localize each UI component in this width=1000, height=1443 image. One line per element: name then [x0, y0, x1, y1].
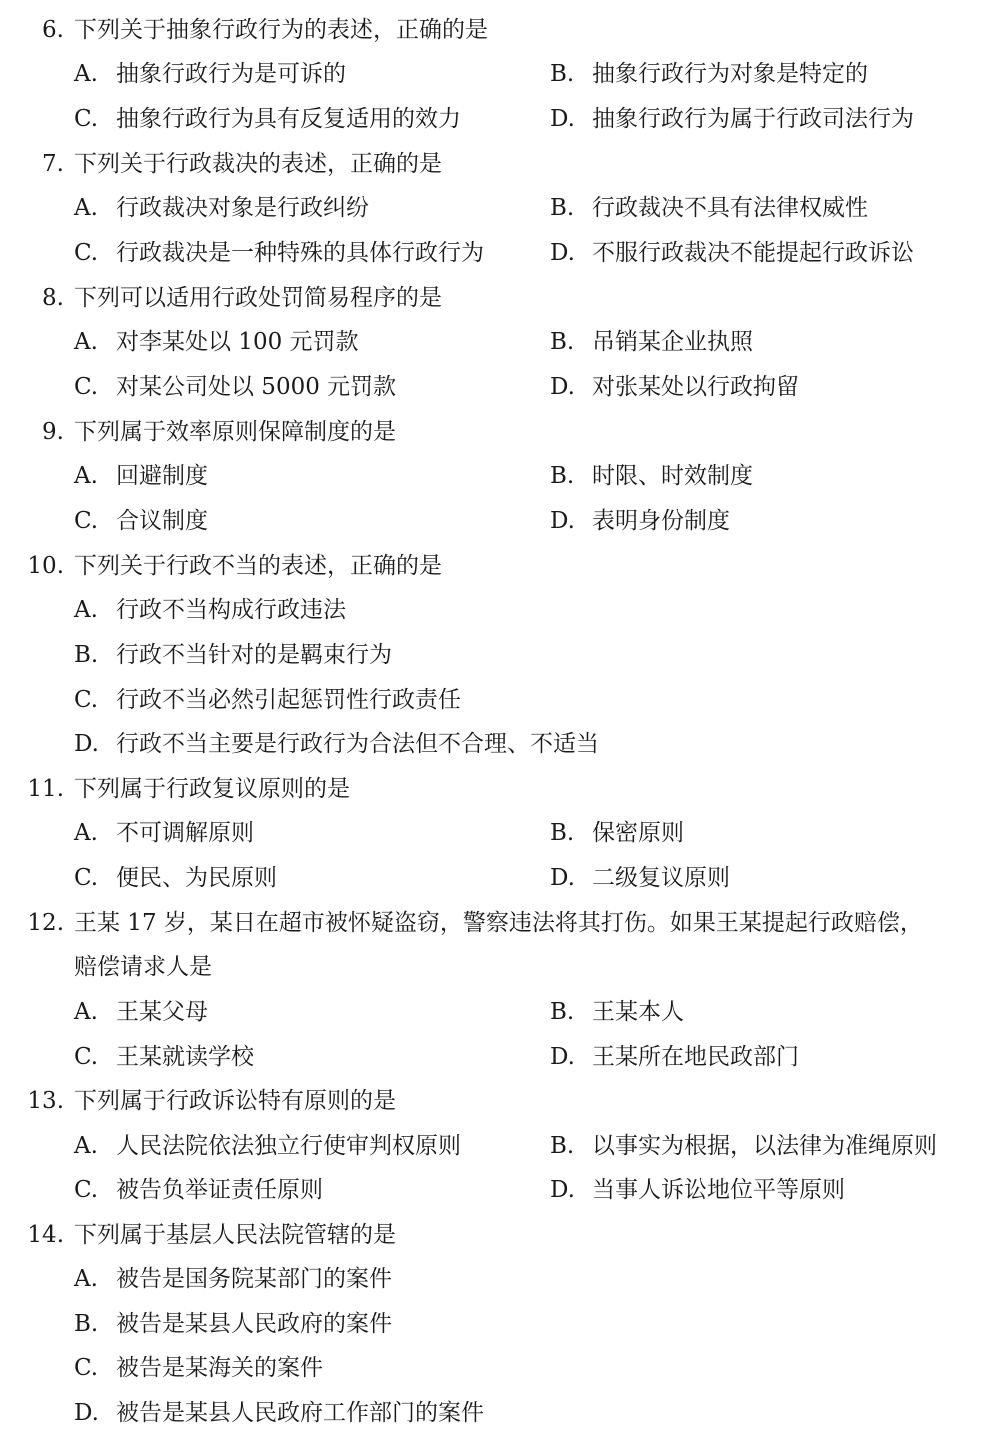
- option-text: 行政不当针对的是羁束行为: [116, 642, 392, 668]
- question-number: 6.: [42, 17, 64, 43]
- option-text: 行政不当主要是行政行为合法但不合理、不适当: [116, 731, 599, 757]
- option-b: [550, 992, 684, 1032]
- option-text: 被告负举证责任原则: [116, 1177, 323, 1203]
- option-letter: C.: [74, 240, 99, 266]
- option-text: 被告是国务院某部门的案件: [116, 1266, 392, 1292]
- option-letter: C.: [74, 865, 99, 891]
- option-a: [74, 813, 254, 853]
- option-d: [74, 1393, 484, 1433]
- option-letter: B.: [550, 329, 575, 355]
- question-number: 12.: [27, 910, 64, 936]
- option-letter: D.: [550, 508, 575, 534]
- option-letter: B.: [550, 999, 575, 1025]
- option-text: 不可调解原则: [116, 820, 254, 846]
- option-letter: B.: [550, 820, 575, 846]
- question-text: 下列属于效率原则保障制度的是: [74, 419, 396, 445]
- option-text: 合议制度: [116, 508, 208, 534]
- option-text: 王某所在地民政部门: [592, 1044, 799, 1070]
- option-letter: C.: [74, 1355, 99, 1381]
- option-letter: C.: [74, 1044, 99, 1070]
- question-text: 下列关于行政裁决的表述，正确的是: [74, 151, 442, 177]
- option-text: 王某父母: [116, 999, 208, 1025]
- option-letter: B.: [550, 195, 575, 221]
- option-b: [550, 188, 868, 228]
- option-text: 人民法院依法独立行使审判权原则: [116, 1133, 461, 1159]
- option-letter: D.: [550, 865, 575, 891]
- question-stem-continued: [74, 947, 212, 987]
- question-number: 7.: [42, 151, 64, 177]
- option-letter: A.: [74, 61, 98, 87]
- option-text: 行政不当必然引起惩罚性行政责任: [116, 687, 461, 713]
- question-text: 下列属于行政诉讼特有原则的是: [74, 1088, 396, 1114]
- option-text: 抽象行政行为是可诉的: [116, 61, 346, 87]
- option-text: 抽象行政行为属于行政司法行为: [592, 106, 914, 132]
- option-letter: A.: [74, 999, 98, 1025]
- option-a: [74, 1259, 392, 1299]
- option-letter: D.: [74, 731, 99, 757]
- question-number: 9.: [42, 419, 64, 445]
- option-d: [550, 501, 730, 541]
- option-a: [74, 322, 359, 362]
- option-text: 当事人诉讼地位平等原则: [592, 1177, 845, 1203]
- option-a: [74, 590, 346, 630]
- option-text: 二级复议原则: [592, 865, 730, 891]
- option-d: [74, 724, 599, 764]
- option-letter: B.: [550, 463, 575, 489]
- option-text: 被告是某县人民政府工作部门的案件: [116, 1400, 484, 1426]
- question-stem: [0, 1081, 396, 1121]
- question-stem: [0, 278, 442, 318]
- option-c: [74, 99, 461, 139]
- question-stem: [0, 144, 442, 184]
- option-text: 不服行政裁决不能提起行政诉讼: [592, 240, 914, 266]
- option-text: 抽象行政行为对象是特定的: [592, 61, 868, 87]
- option-letter: A.: [74, 1266, 98, 1292]
- option-letter: C.: [74, 508, 99, 534]
- option-text: 便民、为民原则: [116, 865, 277, 891]
- option-b: [550, 1126, 937, 1166]
- option-b: [550, 322, 753, 362]
- option-letter: D.: [74, 1400, 99, 1426]
- option-d: [550, 367, 799, 407]
- option-text: 对张某处以行政拘留: [592, 374, 799, 400]
- option-text: 对某公司处以 5000 元罚款: [116, 374, 397, 400]
- question-text: 下列关于抽象行政行为的表述，正确的是: [74, 17, 488, 43]
- option-c: [74, 1037, 254, 1077]
- question-text: 王某 17 岁，某日在超市被怀疑盗窃，警察违法将其打伤。如果王某提起行政赔偿，: [74, 910, 923, 936]
- option-letter: D.: [550, 374, 575, 400]
- question-text: 赔偿请求人是: [74, 954, 212, 980]
- question-number: 11.: [27, 776, 64, 802]
- option-letter: B.: [74, 642, 99, 668]
- option-text: 吊销某企业执照: [592, 329, 753, 355]
- option-b: [550, 456, 753, 496]
- option-a: [74, 1126, 461, 1166]
- option-text: 被告是某县人民政府的案件: [116, 1311, 392, 1337]
- question-text: 下列属于行政复议原则的是: [74, 776, 350, 802]
- option-c: [74, 1170, 323, 1210]
- question-text: 下列属于基层人民法院管辖的是: [74, 1222, 396, 1248]
- question-text: 下列关于行政不当的表述，正确的是: [74, 553, 442, 579]
- option-a: [74, 188, 369, 228]
- question-stem: [0, 10, 488, 50]
- option-text: 对李某处以 100 元罚款: [116, 329, 359, 355]
- option-letter: C.: [74, 687, 99, 713]
- option-letter: C.: [74, 1177, 99, 1203]
- option-b: [550, 813, 684, 853]
- option-a: [74, 54, 346, 94]
- option-d: [550, 1037, 799, 1077]
- option-letter: A.: [74, 463, 98, 489]
- option-b: [74, 635, 392, 675]
- option-b: [550, 54, 868, 94]
- option-d: [550, 99, 914, 139]
- option-d: [550, 1170, 845, 1210]
- option-d: [550, 858, 730, 898]
- option-letter: C.: [74, 374, 99, 400]
- option-d: [550, 233, 914, 273]
- option-letter: D.: [550, 106, 575, 132]
- question-stem: [0, 1215, 396, 1255]
- option-letter: A.: [74, 195, 98, 221]
- question-stem: [0, 412, 396, 452]
- option-letter: A.: [74, 329, 98, 355]
- option-text: 行政裁决对象是行政纠纷: [116, 195, 369, 221]
- option-text: 以事实为根据，以法律为准绳原则: [592, 1133, 937, 1159]
- question-number: 8.: [42, 285, 64, 311]
- question-text: 下列可以适用行政处罚简易程序的是: [74, 285, 442, 311]
- option-c: [74, 680, 461, 720]
- option-text: 被告是某海关的案件: [116, 1355, 323, 1381]
- option-c: [74, 233, 484, 273]
- option-text: 抽象行政行为具有反复适用的效力: [116, 106, 461, 132]
- option-letter: A.: [74, 1133, 98, 1159]
- option-a: [74, 992, 208, 1032]
- option-letter: D.: [550, 240, 575, 266]
- option-a: [74, 456, 208, 496]
- option-text: 表明身份制度: [592, 508, 730, 534]
- option-letter: A.: [74, 820, 98, 846]
- question-stem: [0, 903, 923, 943]
- option-letter: B.: [550, 1133, 575, 1159]
- question-number: 14.: [27, 1222, 64, 1248]
- option-b: [74, 1304, 392, 1344]
- question-number: 10.: [27, 553, 64, 579]
- option-text: 王某就读学校: [116, 1044, 254, 1070]
- option-c: [74, 1348, 323, 1388]
- option-letter: B.: [74, 1311, 99, 1337]
- option-text: 时限、时效制度: [592, 463, 753, 489]
- question-stem: [0, 769, 350, 809]
- option-c: [74, 367, 396, 407]
- option-text: 行政不当构成行政违法: [116, 597, 346, 623]
- option-c: [74, 501, 208, 541]
- option-text: 保密原则: [592, 820, 684, 846]
- question-number: 13.: [27, 1088, 64, 1114]
- option-letter: D.: [550, 1177, 575, 1203]
- option-letter: B.: [550, 61, 575, 87]
- option-c: [74, 858, 277, 898]
- option-text: 回避制度: [116, 463, 208, 489]
- option-letter: D.: [550, 1044, 575, 1070]
- option-text: 行政裁决不具有法律权威性: [592, 195, 868, 221]
- question-stem: [0, 546, 442, 586]
- option-text: 王某本人: [592, 999, 684, 1025]
- option-letter: A.: [74, 597, 98, 623]
- option-letter: C.: [74, 106, 99, 132]
- option-text: 行政裁决是一种特殊的具体行政行为: [116, 240, 484, 266]
